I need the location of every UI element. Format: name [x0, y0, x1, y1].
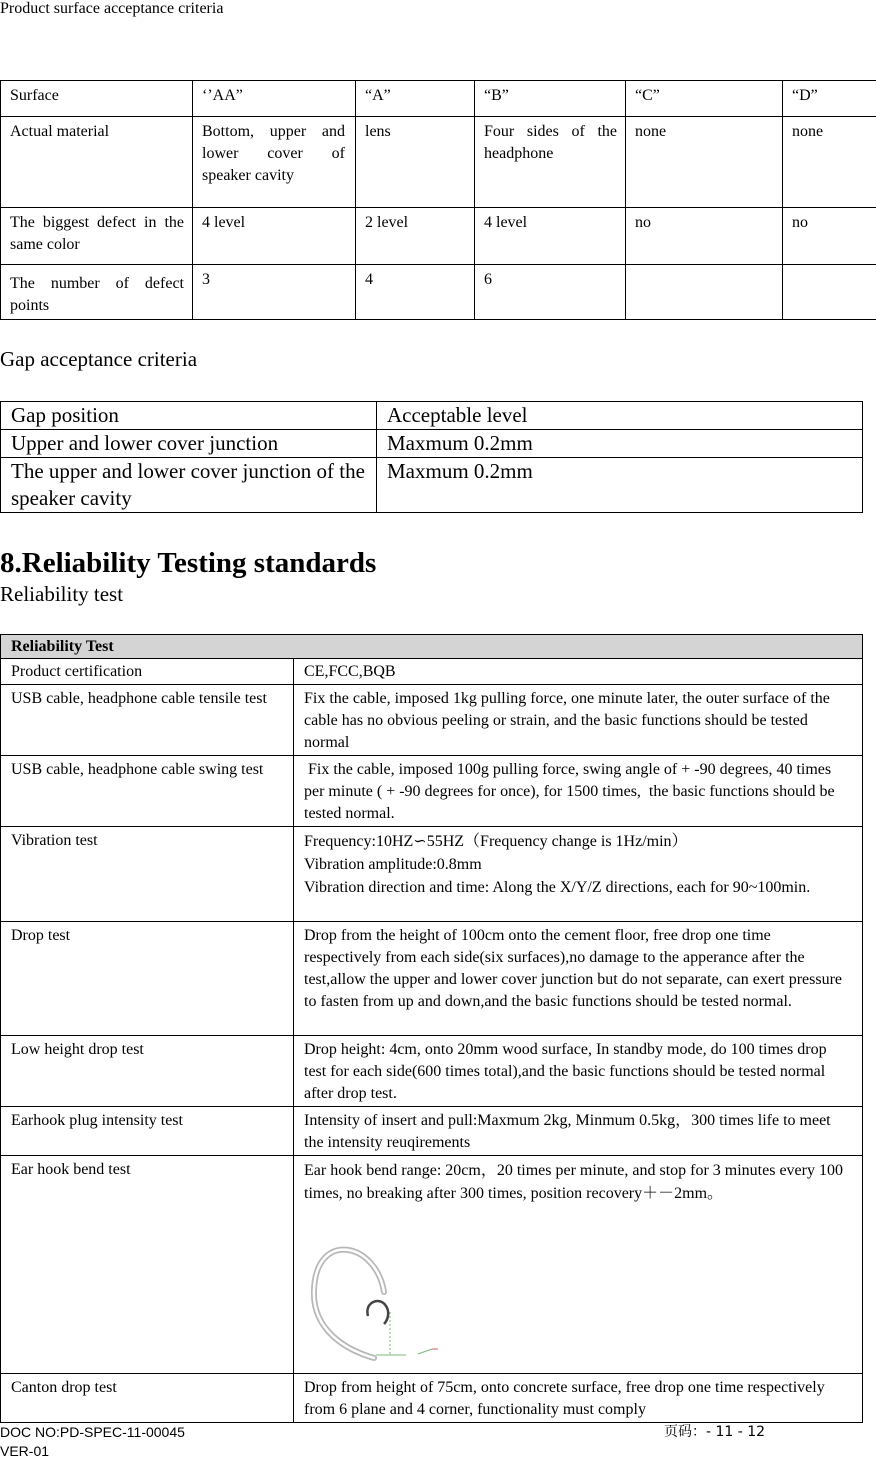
section-subheading: Reliability test — [0, 582, 124, 606]
table-cell: Actual material — [1, 117, 193, 208]
test-criteria: Frequency:10HZ∽55HZ（Frequency change is 1Hz/min） Vibration amplitude:0.8mm Vibration direction and time: Along the X/Y/Z directions, each for 90~100min. — [294, 827, 863, 922]
table-cell: lens — [356, 117, 475, 208]
table-header-cell: Surface — [1, 81, 193, 117]
table-row — [1, 827, 863, 922]
ear-hook-diagram-icon — [306, 1230, 456, 1365]
table-cell: Maxmum 0.2mm — [377, 458, 863, 513]
table-row — [1, 756, 863, 827]
table-header-cell: Gap position — [1, 402, 377, 430]
table-cell: 4 level — [475, 208, 626, 265]
version: VER-01 — [0, 1443, 50, 1459]
test-criteria: CE,FCC,BQB — [294, 659, 863, 685]
test-criteria: Ear hook bend range: 20cm，20 times per minute, and stop for 3 minutes every 100 times, no breaking after 300 times, position recovery＋－2mm。 — [304, 1162, 843, 1202]
gap-section-title: Gap acceptance criteria — [0, 347, 198, 371]
reliability-table-title: Reliability Test — [1, 635, 863, 659]
test-name: Earhook plug intensity test — [1, 1107, 294, 1156]
test-criteria: Fix the cable, imposed 100g pulling force, swing angle of + -90 degrees, 40 times per minute ( + -90 degrees for once), for 1500 times, the basic functions should be tested normal. — [294, 756, 863, 827]
page-number: 页码：- 11 - 12 — [664, 1424, 766, 1440]
test-criteria: Drop from the height of 100cm onto the cement floor, free drop one time respectively from each side(six surfaces),no damage to the apperance after the test,allow the upper and lower cover junction but do not separate, can exert pressure to fasten from up and down,and the basic functions should be tested normal. — [294, 922, 863, 1036]
table-cell: no — [626, 208, 783, 265]
table-cell: Four sides of the headphone — [475, 117, 626, 208]
reliability-table — [0, 634, 863, 1423]
table-row — [1, 208, 876, 265]
table-row — [1, 922, 863, 1036]
test-name: USB cable, headphone cable swing test — [1, 756, 294, 827]
page-header-title: Product surface acceptance criteria — [0, 0, 224, 17]
ear-hook-cell — [294, 1156, 863, 1374]
test-name: Vibration test — [1, 827, 294, 922]
test-name: Canton drop test — [1, 1374, 294, 1423]
table-cell — [783, 265, 876, 320]
test-criteria: Fix the cable, imposed 1kg pulling force, one minute later, the outer surface of the cable has no obvious peeling or strain, and the basic functions should be tested normal — [294, 685, 863, 756]
gap-table — [0, 401, 863, 513]
test-name: USB cable, headphone cable tensile test — [1, 685, 294, 756]
table-cell: none — [626, 117, 783, 208]
test-criteria: Intensity of insert and pull:Maxmum 2kg, Minmum 0.5kg，300 times life to meet the intensity reuqirements — [294, 1107, 863, 1156]
table-cell — [626, 265, 783, 320]
table-row — [1, 1156, 863, 1374]
table-row — [1, 1107, 863, 1156]
table-row — [1, 430, 863, 458]
table-row — [1, 458, 863, 513]
reliability-table-title-row — [1, 635, 863, 659]
doc-number: DOC NO:PD-SPEC-11-00045 — [0, 1424, 185, 1440]
surface-table-header — [1, 81, 876, 117]
test-name: Product certification — [1, 659, 294, 685]
test-name: Drop test — [1, 922, 294, 1036]
table-row — [1, 1374, 863, 1423]
table-cell: 4 — [356, 265, 475, 320]
table-cell: Upper and lower cover junction — [1, 430, 377, 458]
table-row — [1, 659, 863, 685]
table-cell: 3 — [193, 265, 356, 320]
table-cell: 2 level — [356, 208, 475, 265]
table-cell: none — [783, 117, 876, 208]
table-cell: The biggest defect in the same color — [1, 208, 193, 265]
test-name: Low height drop test — [1, 1036, 294, 1107]
test-name: Ear hook bend test — [1, 1156, 294, 1374]
table-row — [1, 265, 876, 320]
table-header-cell: “A” — [356, 81, 475, 117]
table-cell: Bottom, upper and lower cover of speaker cavity — [193, 117, 356, 208]
section-heading: 8.Reliability Testing standards — [0, 547, 377, 579]
table-row — [1, 117, 876, 208]
table-cell: Maxmum 0.2mm — [377, 430, 863, 458]
table-header-cell: “D” — [783, 81, 876, 117]
test-criteria: Drop height: 4cm, onto 20mm wood surface, In standby mode, do 100 times drop test for each side(600 times total),and the basic functions should be tested normal after drop test. — [294, 1036, 863, 1107]
table-row — [1, 685, 863, 756]
surface-table — [0, 80, 876, 320]
test-criteria: Drop from height of 75cm, onto concrete surface, free drop one time respectively from 6 plane and 4 corner, functionality must comply — [294, 1374, 863, 1423]
gap-table-header — [1, 402, 863, 430]
table-row — [1, 1036, 863, 1107]
table-header-cell: “B” — [475, 81, 626, 117]
table-cell: The number of defect points — [1, 265, 193, 320]
table-cell: The upper and lower cover junction of the speaker cavity — [1, 458, 377, 513]
table-header-cell: ‘’AA” — [193, 81, 356, 117]
table-cell: 6 — [475, 265, 626, 320]
table-header-cell: “C” — [626, 81, 783, 117]
table-header-cell: Acceptable level — [377, 402, 863, 430]
table-cell: no — [783, 208, 876, 265]
table-cell: 4 level — [193, 208, 356, 265]
